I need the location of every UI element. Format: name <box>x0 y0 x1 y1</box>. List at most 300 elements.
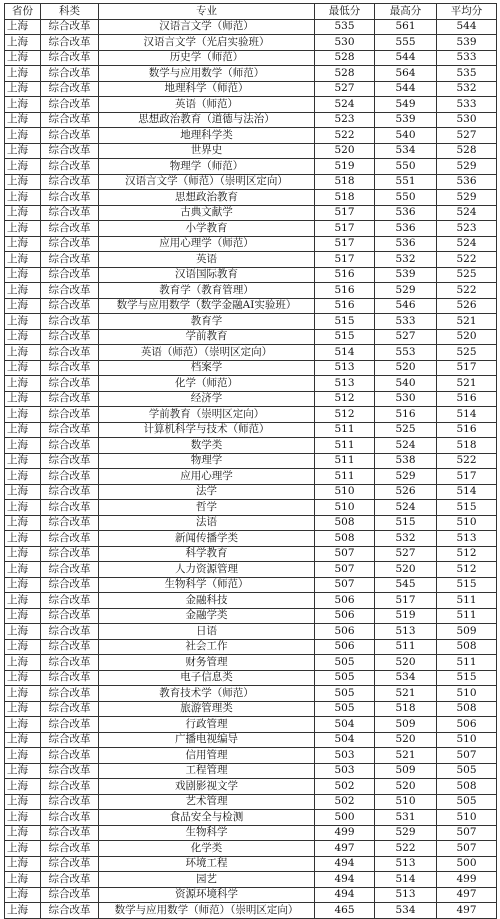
table-row <box>5 391 497 407</box>
cell-min-score: 511 <box>315 453 375 469</box>
cell-province: 上海 <box>5 593 41 609</box>
cell-min-score: 511 <box>315 438 375 454</box>
cell-province: 上海 <box>5 329 41 345</box>
cell-max-score: 529 <box>375 825 437 841</box>
table-row <box>5 732 497 748</box>
cell-avg-score: 533 <box>437 97 497 113</box>
cell-province: 上海 <box>5 825 41 841</box>
cell-avg-score: 499 <box>437 872 497 888</box>
cell-category: 综合改革 <box>41 810 99 826</box>
cell-min-score: 517 <box>315 236 375 252</box>
cell-category: 综合改革 <box>41 872 99 888</box>
cell-category: 综合改革 <box>41 236 99 252</box>
table-row <box>5 779 497 795</box>
cell-category: 综合改革 <box>41 562 99 578</box>
cell-avg-score: 528 <box>437 143 497 159</box>
cell-min-score: 514 <box>315 345 375 361</box>
cell-category: 综合改革 <box>41 748 99 764</box>
cell-max-score: 520 <box>375 779 437 795</box>
cell-min-score: 530 <box>315 35 375 51</box>
cell-min-score: 517 <box>315 205 375 221</box>
cell-max-score: 549 <box>375 97 437 113</box>
table-row <box>5 50 497 66</box>
cell-min-score: 505 <box>315 701 375 717</box>
cell-category: 综合改革 <box>41 841 99 857</box>
cell-max-score: 539 <box>375 112 437 128</box>
cell-province: 上海 <box>5 577 41 593</box>
cell-max-score: 540 <box>375 128 437 144</box>
cell-max-score: 509 <box>375 717 437 733</box>
cell-min-score: 510 <box>315 500 375 516</box>
table-row <box>5 624 497 640</box>
cell-province: 上海 <box>5 236 41 252</box>
cell-avg-score: 536 <box>437 174 497 190</box>
cell-province: 上海 <box>5 376 41 392</box>
cell-max-score: 524 <box>375 500 437 516</box>
table-row <box>5 701 497 717</box>
cell-major: 法语 <box>99 515 315 531</box>
table-row <box>5 252 497 268</box>
cell-major: 档案学 <box>99 360 315 376</box>
cell-avg-score: 497 <box>437 887 497 903</box>
cell-province: 上海 <box>5 546 41 562</box>
table-row <box>5 221 497 237</box>
header-category: 科类 <box>41 4 99 20</box>
cell-min-score: 500 <box>315 810 375 826</box>
cell-avg-score: 507 <box>437 825 497 841</box>
cell-province: 上海 <box>5 298 41 314</box>
cell-province: 上海 <box>5 794 41 810</box>
cell-category: 综合改革 <box>41 453 99 469</box>
cell-category: 综合改革 <box>41 190 99 206</box>
cell-major: 汉语言文学（师范） <box>99 19 315 35</box>
cell-min-score: 504 <box>315 717 375 733</box>
cell-max-score: 520 <box>375 732 437 748</box>
cell-province: 上海 <box>5 608 41 624</box>
cell-min-score: 524 <box>315 97 375 113</box>
cell-avg-score: 511 <box>437 608 497 624</box>
table-row <box>5 577 497 593</box>
cell-category: 综合改革 <box>41 345 99 361</box>
cell-max-score: 551 <box>375 174 437 190</box>
cell-max-score: 555 <box>375 35 437 51</box>
cell-major: 戏剧影视文学 <box>99 779 315 795</box>
cell-min-score: 505 <box>315 670 375 686</box>
cell-max-score: 536 <box>375 205 437 221</box>
cell-max-score: 534 <box>375 143 437 159</box>
table-row <box>5 639 497 655</box>
table-row <box>5 112 497 128</box>
cell-max-score: 521 <box>375 686 437 702</box>
cell-province: 上海 <box>5 779 41 795</box>
cell-max-score: 539 <box>375 267 437 283</box>
table-row <box>5 794 497 810</box>
cell-avg-score: 511 <box>437 593 497 609</box>
cell-avg-score: 515 <box>437 500 497 516</box>
cell-category: 综合改革 <box>41 391 99 407</box>
cell-category: 综合改革 <box>41 825 99 841</box>
cell-province: 上海 <box>5 763 41 779</box>
cell-avg-score: 522 <box>437 252 497 268</box>
cell-max-score: 513 <box>375 624 437 640</box>
cell-major: 应用心理学（师范） <box>99 236 315 252</box>
cell-category: 综合改革 <box>41 143 99 159</box>
cell-max-score: 533 <box>375 314 437 330</box>
table-row <box>5 19 497 35</box>
cell-avg-score: 512 <box>437 562 497 578</box>
cell-max-score: 514 <box>375 872 437 888</box>
table-row <box>5 453 497 469</box>
cell-major: 历史学（师范） <box>99 50 315 66</box>
cell-avg-score: 523 <box>437 221 497 237</box>
header-row <box>5 4 497 20</box>
cell-avg-score: 508 <box>437 779 497 795</box>
cell-major: 英语（师范） <box>99 97 315 113</box>
cell-category: 综合改革 <box>41 903 99 919</box>
cell-avg-score: 539 <box>437 35 497 51</box>
cell-province: 上海 <box>5 500 41 516</box>
cell-major: 汉语国际教育 <box>99 267 315 283</box>
cell-avg-score: 512 <box>437 546 497 562</box>
cell-province: 上海 <box>5 903 41 919</box>
cell-major: 广播电视编导 <box>99 732 315 748</box>
cell-province: 上海 <box>5 391 41 407</box>
cell-min-score: 503 <box>315 763 375 779</box>
cell-major: 物理学 <box>99 453 315 469</box>
cell-major: 财务管理 <box>99 655 315 671</box>
cell-min-score: 507 <box>315 562 375 578</box>
cell-min-score: 505 <box>315 655 375 671</box>
cell-province: 上海 <box>5 267 41 283</box>
cell-province: 上海 <box>5 112 41 128</box>
cell-major: 信用管理 <box>99 748 315 764</box>
cell-category: 综合改革 <box>41 546 99 562</box>
cell-province: 上海 <box>5 701 41 717</box>
cell-max-score: 564 <box>375 66 437 82</box>
cell-max-score: 536 <box>375 221 437 237</box>
cell-min-score: 516 <box>315 267 375 283</box>
cell-major: 法学 <box>99 484 315 500</box>
cell-max-score: 550 <box>375 159 437 175</box>
cell-major: 数学类 <box>99 438 315 454</box>
cell-category: 综合改革 <box>41 19 99 35</box>
cell-province: 上海 <box>5 484 41 500</box>
cell-category: 综合改革 <box>41 701 99 717</box>
cell-major: 物理学（师范） <box>99 159 315 175</box>
cell-major: 学前教育 <box>99 329 315 345</box>
cell-avg-score: 515 <box>437 670 497 686</box>
cell-category: 综合改革 <box>41 66 99 82</box>
table-row <box>5 670 497 686</box>
cell-avg-score: 525 <box>437 345 497 361</box>
cell-max-score: 509 <box>375 763 437 779</box>
table-row <box>5 872 497 888</box>
table-row <box>5 763 497 779</box>
cell-min-score: 513 <box>315 376 375 392</box>
cell-max-score: 513 <box>375 887 437 903</box>
cell-avg-score: 510 <box>437 732 497 748</box>
cell-min-score: 516 <box>315 283 375 299</box>
table-row <box>5 267 497 283</box>
cell-province: 上海 <box>5 453 41 469</box>
cell-avg-score: 510 <box>437 810 497 826</box>
cell-max-score: 520 <box>375 655 437 671</box>
cell-max-score: 510 <box>375 794 437 810</box>
cell-category: 综合改革 <box>41 298 99 314</box>
cell-province: 上海 <box>5 174 41 190</box>
cell-category: 综合改革 <box>41 112 99 128</box>
cell-major: 数学与应用数学（师范）（崇明区定向） <box>99 903 315 919</box>
cell-major: 教育技术学（师范） <box>99 686 315 702</box>
cell-avg-score: 529 <box>437 159 497 175</box>
table-row <box>5 360 497 376</box>
cell-province: 上海 <box>5 19 41 35</box>
cell-category: 综合改革 <box>41 283 99 299</box>
cell-province: 上海 <box>5 81 41 97</box>
cell-major: 金融科技 <box>99 593 315 609</box>
cell-avg-score: 517 <box>437 469 497 485</box>
cell-max-score: 516 <box>375 407 437 423</box>
cell-province: 上海 <box>5 97 41 113</box>
table-row <box>5 515 497 531</box>
table-row <box>5 484 497 500</box>
cell-category: 综合改革 <box>41 779 99 795</box>
cell-major: 资源环境科学 <box>99 887 315 903</box>
cell-major: 园艺 <box>99 872 315 888</box>
cell-avg-score: 497 <box>437 903 497 919</box>
cell-major: 生物科学 <box>99 825 315 841</box>
cell-max-score: 540 <box>375 376 437 392</box>
cell-major: 环境工程 <box>99 856 315 872</box>
cell-category: 综合改革 <box>41 35 99 51</box>
cell-category: 综合改革 <box>41 422 99 438</box>
cell-min-score: 523 <box>315 112 375 128</box>
cell-category: 综合改革 <box>41 360 99 376</box>
cell-avg-score: 513 <box>437 531 497 547</box>
cell-min-score: 518 <box>315 190 375 206</box>
table-row <box>5 469 497 485</box>
cell-province: 上海 <box>5 128 41 144</box>
cell-province: 上海 <box>5 562 41 578</box>
cell-major: 旅游管理类 <box>99 701 315 717</box>
table-row <box>5 438 497 454</box>
cell-min-score: 507 <box>315 577 375 593</box>
cell-province: 上海 <box>5 531 41 547</box>
table-row <box>5 562 497 578</box>
cell-category: 综合改革 <box>41 159 99 175</box>
cell-major: 艺术管理 <box>99 794 315 810</box>
cell-province: 上海 <box>5 252 41 268</box>
cell-province: 上海 <box>5 438 41 454</box>
cell-max-score: 511 <box>375 639 437 655</box>
table-row <box>5 856 497 872</box>
table-row <box>5 608 497 624</box>
cell-avg-score: 514 <box>437 407 497 423</box>
cell-category: 综合改革 <box>41 732 99 748</box>
table-row <box>5 128 497 144</box>
cell-max-score: 531 <box>375 810 437 826</box>
cell-min-score: 511 <box>315 422 375 438</box>
cell-max-score: 534 <box>375 670 437 686</box>
cell-min-score: 497 <box>315 841 375 857</box>
cell-max-score: 529 <box>375 283 437 299</box>
cell-province: 上海 <box>5 159 41 175</box>
cell-max-score: 513 <box>375 856 437 872</box>
cell-avg-score: 527 <box>437 128 497 144</box>
cell-major: 汉语言文学（师范）（崇明区定向） <box>99 174 315 190</box>
cell-min-score: 511 <box>315 469 375 485</box>
cell-category: 综合改革 <box>41 174 99 190</box>
table-row <box>5 159 497 175</box>
cell-min-score: 528 <box>315 50 375 66</box>
cell-category: 综合改革 <box>41 97 99 113</box>
cell-max-score: 527 <box>375 329 437 345</box>
cell-min-score: 508 <box>315 515 375 531</box>
table-row <box>5 35 497 51</box>
cell-major: 数学与应用数学（师范） <box>99 66 315 82</box>
cell-category: 综合改革 <box>41 376 99 392</box>
cell-max-score: 544 <box>375 81 437 97</box>
cell-min-score: 465 <box>315 903 375 919</box>
cell-province: 上海 <box>5 469 41 485</box>
cell-min-score: 505 <box>315 686 375 702</box>
table-row <box>5 298 497 314</box>
cell-category: 综合改革 <box>41 686 99 702</box>
cell-avg-score: 518 <box>437 438 497 454</box>
cell-province: 上海 <box>5 143 41 159</box>
table-row <box>5 376 497 392</box>
cell-category: 综合改革 <box>41 407 99 423</box>
cell-category: 综合改革 <box>41 608 99 624</box>
cell-max-score: 553 <box>375 345 437 361</box>
cell-max-score: 519 <box>375 608 437 624</box>
cell-major: 行政管理 <box>99 717 315 733</box>
cell-max-score: 521 <box>375 748 437 764</box>
cell-min-score: 517 <box>315 252 375 268</box>
table-row <box>5 314 497 330</box>
cell-max-score: 545 <box>375 577 437 593</box>
cell-avg-score: 511 <box>437 655 497 671</box>
table-row <box>5 174 497 190</box>
cell-category: 综合改革 <box>41 763 99 779</box>
table-row <box>5 748 497 764</box>
cell-min-score: 503 <box>315 748 375 764</box>
cell-province: 上海 <box>5 407 41 423</box>
cell-avg-score: 526 <box>437 298 497 314</box>
cell-major: 教育学（教育管理） <box>99 283 315 299</box>
cell-max-score: 538 <box>375 453 437 469</box>
cell-category: 综合改革 <box>41 593 99 609</box>
cell-province: 上海 <box>5 190 41 206</box>
cell-category: 综合改革 <box>41 500 99 516</box>
cell-category: 综合改革 <box>41 50 99 66</box>
cell-avg-score: 510 <box>437 515 497 531</box>
cell-province: 上海 <box>5 887 41 903</box>
cell-avg-score: 529 <box>437 190 497 206</box>
cell-province: 上海 <box>5 422 41 438</box>
cell-min-score: 494 <box>315 872 375 888</box>
cell-min-score: 516 <box>315 298 375 314</box>
cell-avg-score: 508 <box>437 639 497 655</box>
table-row <box>5 887 497 903</box>
cell-category: 综合改革 <box>41 856 99 872</box>
cell-avg-score: 508 <box>437 701 497 717</box>
cell-major: 科学教育 <box>99 546 315 562</box>
cell-category: 综合改革 <box>41 329 99 345</box>
cell-avg-score: 505 <box>437 763 497 779</box>
cell-major: 哲学 <box>99 500 315 516</box>
cell-avg-score: 533 <box>437 50 497 66</box>
cell-category: 综合改革 <box>41 221 99 237</box>
cell-province: 上海 <box>5 670 41 686</box>
cell-min-score: 508 <box>315 531 375 547</box>
header-min-score: 最低分 <box>315 4 375 20</box>
table-row <box>5 345 497 361</box>
cell-avg-score: 509 <box>437 624 497 640</box>
cell-max-score: 527 <box>375 546 437 562</box>
table-row <box>5 66 497 82</box>
cell-province: 上海 <box>5 35 41 51</box>
cell-category: 综合改革 <box>41 81 99 97</box>
cell-max-score: 536 <box>375 236 437 252</box>
cell-max-score: 530 <box>375 391 437 407</box>
cell-avg-score: 507 <box>437 841 497 857</box>
cell-province: 上海 <box>5 66 41 82</box>
cell-max-score: 561 <box>375 19 437 35</box>
cell-province: 上海 <box>5 345 41 361</box>
cell-avg-score: 520 <box>437 329 497 345</box>
cell-category: 综合改革 <box>41 515 99 531</box>
cell-avg-score: 521 <box>437 314 497 330</box>
cell-major: 地理科学类 <box>99 128 315 144</box>
cell-min-score: 515 <box>315 314 375 330</box>
cell-major: 新闻传播学类 <box>99 531 315 547</box>
table-row <box>5 655 497 671</box>
cell-avg-score: 522 <box>437 283 497 299</box>
cell-major: 数学与应用数学（数学金融AI实验班） <box>99 298 315 314</box>
cell-avg-score: 544 <box>437 19 497 35</box>
cell-category: 综合改革 <box>41 128 99 144</box>
cell-province: 上海 <box>5 639 41 655</box>
cell-major: 思想政治教育（道德与法治） <box>99 112 315 128</box>
cell-province: 上海 <box>5 624 41 640</box>
cell-min-score: 502 <box>315 779 375 795</box>
cell-max-score: 532 <box>375 531 437 547</box>
cell-major: 地理科学（师范） <box>99 81 315 97</box>
cell-min-score: 506 <box>315 639 375 655</box>
cell-category: 综合改革 <box>41 655 99 671</box>
cell-max-score: 520 <box>375 562 437 578</box>
cell-province: 上海 <box>5 810 41 826</box>
cell-avg-score: 507 <box>437 748 497 764</box>
cell-category: 综合改革 <box>41 670 99 686</box>
table-row <box>5 903 497 919</box>
cell-min-score: 522 <box>315 128 375 144</box>
cell-min-score: 506 <box>315 608 375 624</box>
cell-category: 综合改革 <box>41 469 99 485</box>
table-row <box>5 407 497 423</box>
header-max-score: 最高分 <box>375 4 437 20</box>
cell-max-score: 518 <box>375 701 437 717</box>
cell-avg-score: 516 <box>437 391 497 407</box>
cell-province: 上海 <box>5 841 41 857</box>
cell-avg-score: 535 <box>437 66 497 82</box>
cell-category: 综合改革 <box>41 531 99 547</box>
cell-major: 生物科学（师范） <box>99 577 315 593</box>
header-avg-score: 平均分 <box>437 4 497 20</box>
cell-province: 上海 <box>5 655 41 671</box>
cell-province: 上海 <box>5 748 41 764</box>
